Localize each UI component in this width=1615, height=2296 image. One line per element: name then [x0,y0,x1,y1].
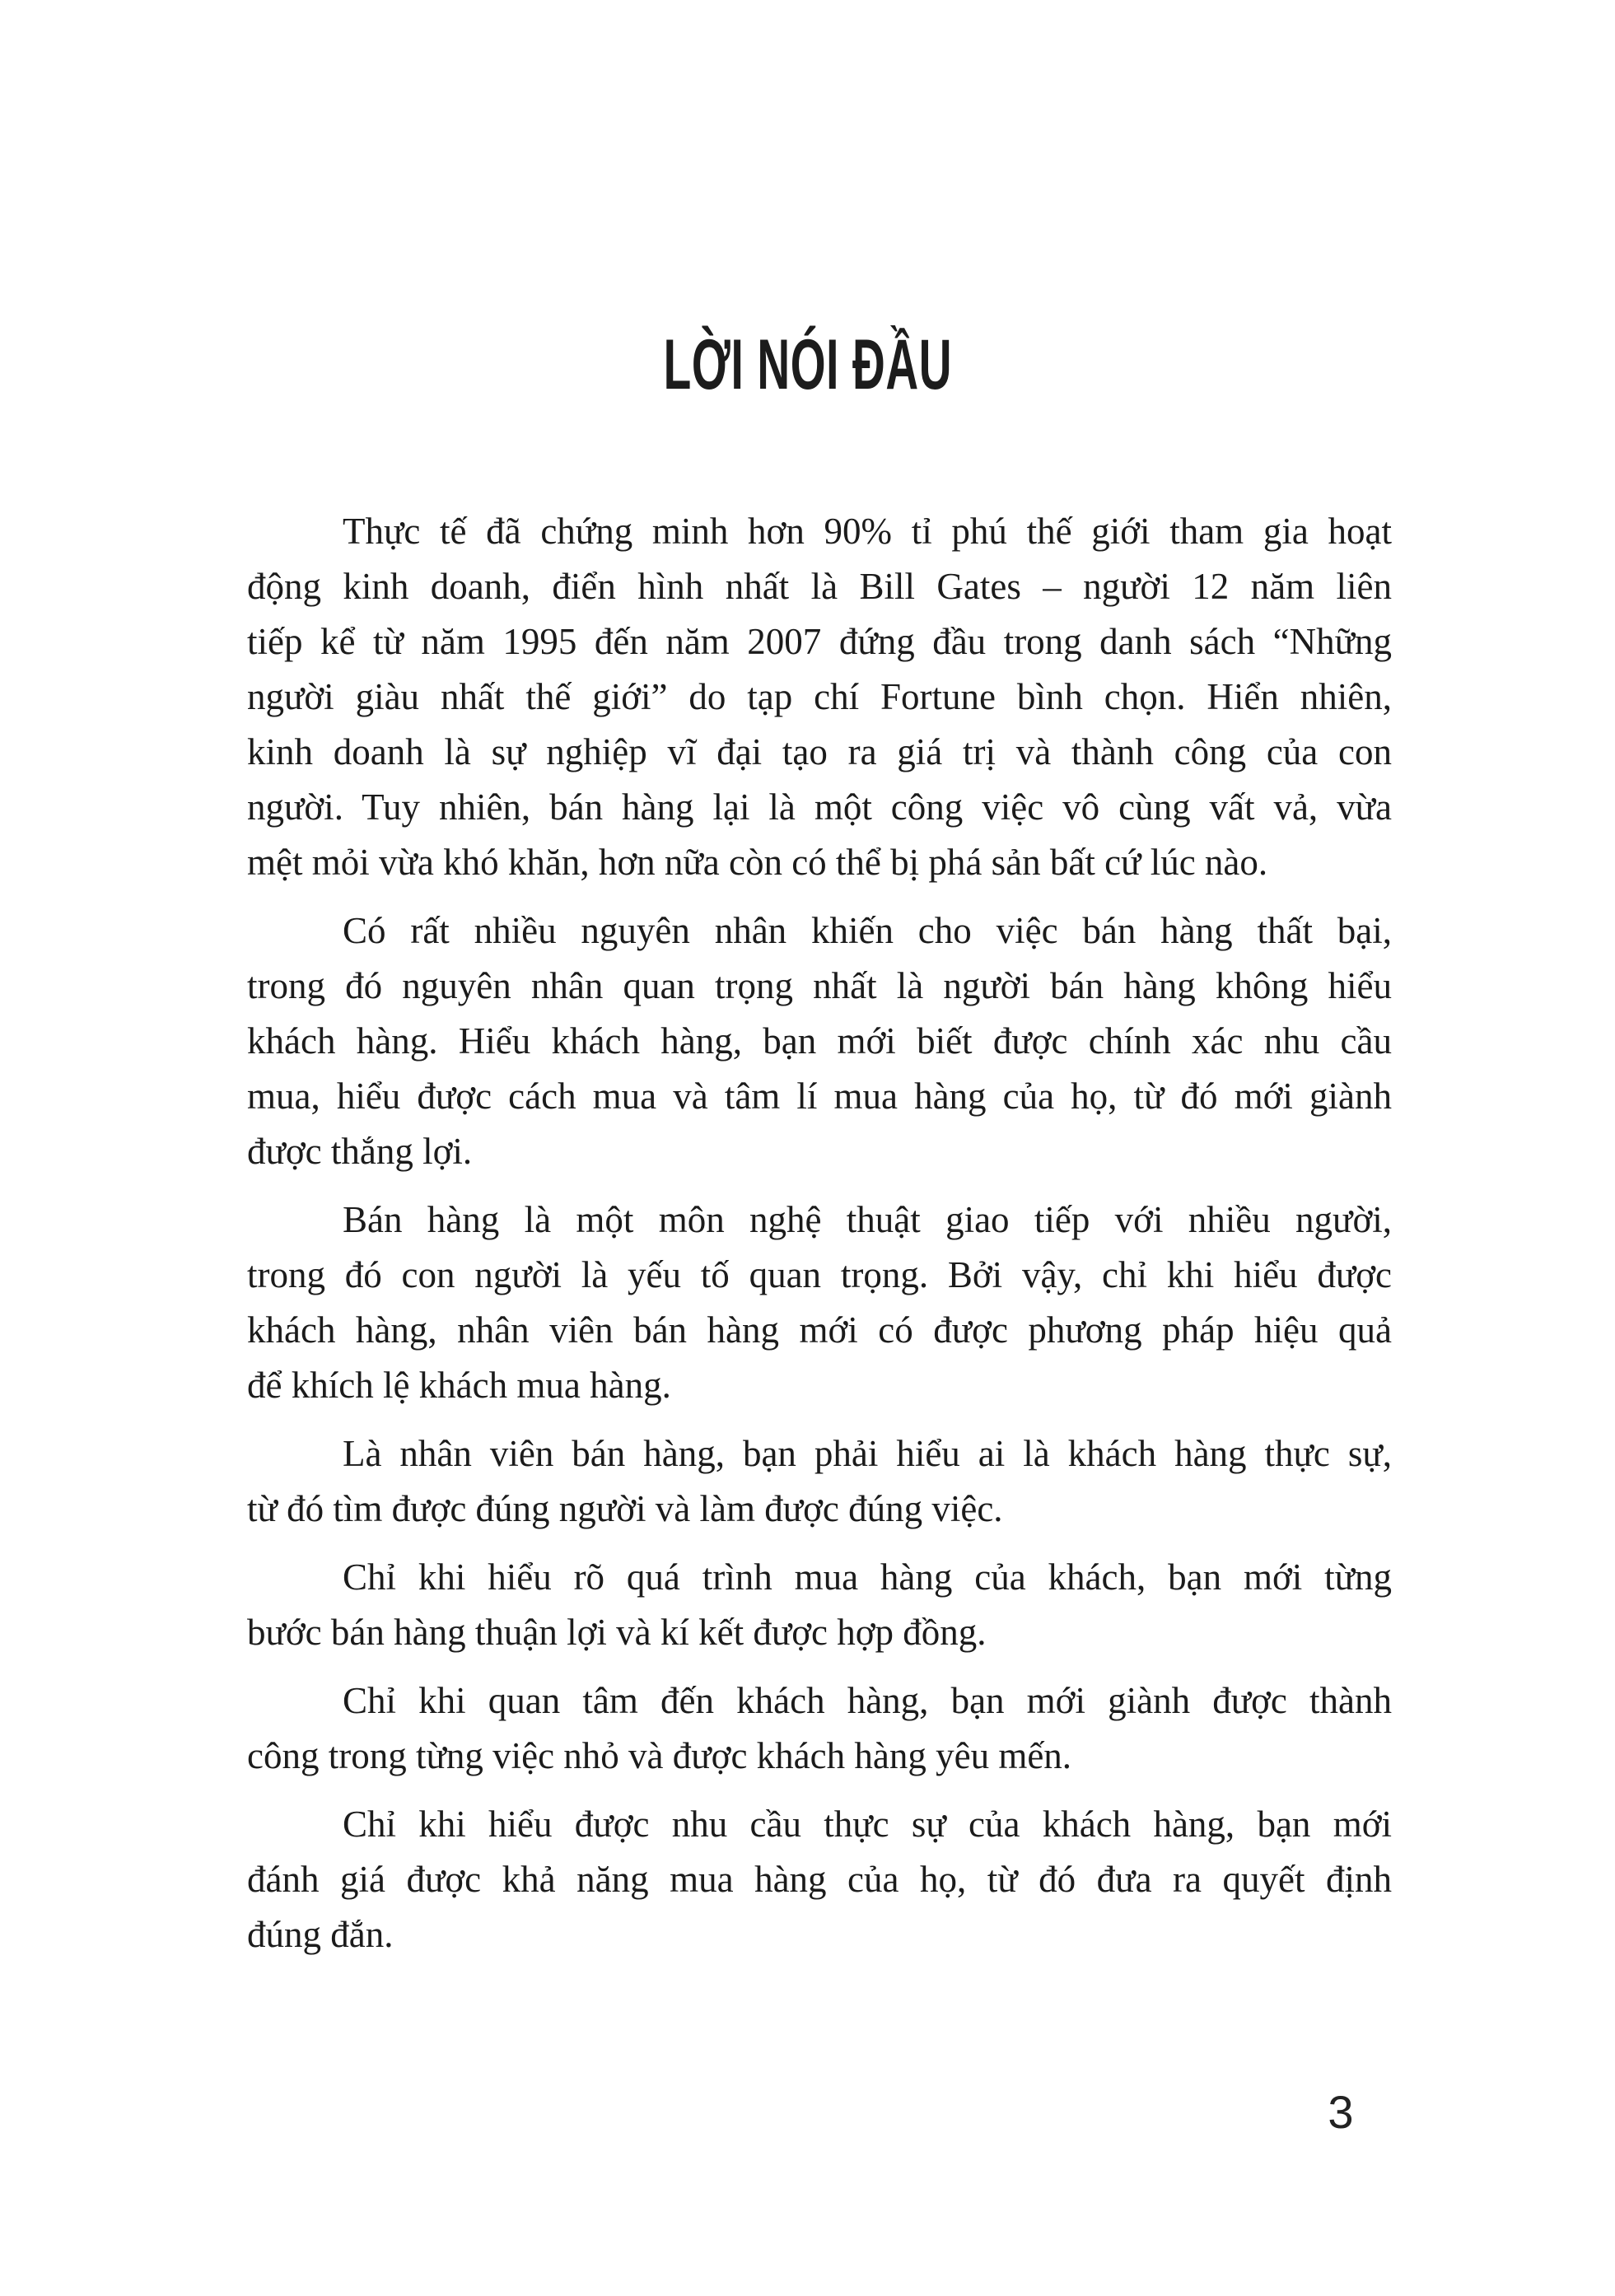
text-line: công trong từng việc nhỏ và được khách hàng yêu mến. [247,1735,1072,1776]
text-line: để khích lệ khách mua hàng. [247,1365,671,1406]
text-line: được thắng lợi. [247,1131,473,1172]
body-text [247,504,1392,1976]
text-line: Chỉ khi quan tâm đến khách hàng, bạn mới giành được thành [343,1680,1392,1721]
page-title [0,325,1615,404]
text-line: tiếp kể từ năm 1995 đến năm 2007 đứng đầu trong danh sách “Những [247,621,1392,662]
text-line: từ đó tìm được đúng người và làm được đúng việc. [247,1488,1003,1529]
text-line: Thực tế đã chứng minh hơn 90% tỉ phú thế giới tham gia hoạt [343,511,1392,552]
text-line: kinh doanh là sự nghiệp vĩ đại tạo ra giá trị và thành công của con [247,731,1392,772]
paragraph-6 [247,1673,1392,1784]
text-line: Có rất nhiều nguyên nhân khiến cho việc bán hàng thất bại, [343,910,1392,951]
text-line: người giàu nhất thế giới” do tạp chí Fortune bình chọn. Hiển nhiên, [247,676,1392,717]
text-line: mệt mỏi vừa khó khăn, hơn nữa còn có thể bị phá sản bất cứ lúc nào. [247,842,1268,883]
text-line: khách hàng, nhân viên bán hàng mới có được phương pháp hiệu quả [247,1309,1392,1351]
paragraph-5 [247,1550,1392,1660]
paragraph-2 [247,903,1392,1179]
text-line: trong đó con người là yếu tố quan trọng. Bởi vậy, chỉ khi hiểu được [247,1254,1392,1295]
text-line: mua, hiểu được cách mua và tâm lí mua hàng của họ, từ đó mới giành [247,1076,1392,1117]
text-line: đúng đắn. [247,1914,394,1955]
text-line: động kinh doanh, điển hình nhất là Bill Gates – người 12 năm liên [247,566,1392,607]
page-title-text: LỜI NÓI ĐẦU [663,325,952,404]
text-line: khách hàng. Hiểu khách hàng, bạn mới biết được chính xác nhu cầu [247,1020,1392,1062]
text-line: trong đó nguyên nhân quan trọng nhất là người bán hàng không hiểu [247,965,1392,1006]
text-line: Bán hàng là một môn nghệ thuật giao tiếp với nhiều người, [343,1199,1392,1240]
paragraph-3 [247,1192,1392,1413]
text-line: bước bán hàng thuận lợi và kí kết được hợp đồng. [247,1612,987,1653]
page-number: 3 [1328,2086,1354,2138]
paragraph-4 [247,1426,1392,1537]
text-line: người. Tuy nhiên, bán hàng lại là một công việc vô cùng vất vả, vừa [247,786,1392,828]
text-line: Chỉ khi hiểu rõ quá trình mua hàng của khách, bạn mới từng [343,1556,1392,1598]
paragraph-1 [247,504,1392,890]
paragraph-7 [247,1797,1392,1962]
text-line: Là nhân viên bán hàng, bạn phải hiểu ai là khách hàng thực sự, [343,1433,1392,1474]
text-line: đánh giá được khả năng mua hàng của họ, từ đó đưa ra quyết định [247,1859,1392,1900]
text-line: Chỉ khi hiểu được nhu cầu thực sự của khách hàng, bạn mới [343,1804,1392,1845]
